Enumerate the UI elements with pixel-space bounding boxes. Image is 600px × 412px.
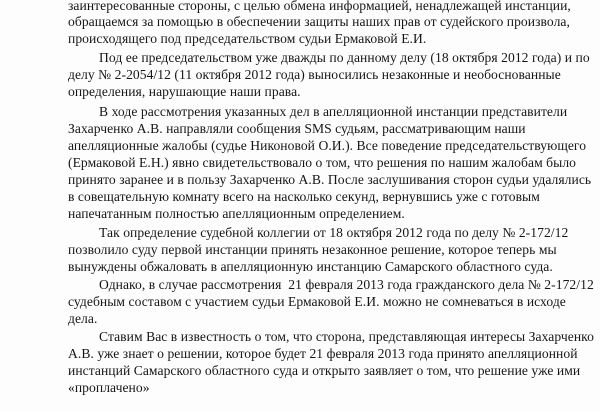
text-line-5: делу № 2-2054/12 (11 октября 2012 года) выносились незаконные и необоснованные bbox=[68, 67, 561, 82]
text-line-3: происходящего под председательством судьи Ермаковой Е.И. bbox=[68, 31, 427, 46]
text-line-2: обращаемся за помощью в обеспечении защиты наших прав от судейского произвола, bbox=[68, 14, 570, 29]
text-line-9: апелляционные жалобы (судье Никоновой О.И.). Все поведение председательствующего bbox=[68, 138, 587, 153]
text-line-10: (Ермаковой Е.Н.) явно свидетельствовало о том, что решения по нашим жалобам было bbox=[68, 155, 577, 170]
text-line-7: В ходе рассмотрения указанных дел в апелляционной инстанции представители bbox=[99, 104, 568, 119]
text-line-13: напечатанным полностью апелляционным определением. bbox=[68, 206, 405, 221]
text-line-12: в совещательную комнату всего на насколько секунд, вернувшись уже с готовым bbox=[68, 189, 540, 204]
text-line-8: Захарченко А.В. направляли сообщения SMS судьям, рассматривающим наши bbox=[68, 121, 526, 136]
text-line-20: Ставим Вас в известность о том, что сторона, представляющая интересы Захарченко bbox=[99, 329, 594, 344]
text-line-18: судебным составом с участием судьи Ермаковой Е.И. можно не сомневаться в исходе bbox=[68, 294, 566, 309]
text-line-22: инстанций Самарского областного суда и открыто заявляет о том, что решение уже ими bbox=[68, 363, 581, 378]
text-line-11: принято заранее и в пользу Захарченко А.В. После заслушивания сторон судьи удалялись bbox=[68, 172, 592, 187]
text-line-16: вынуждены обжаловать в апелляционную инстанцию Самарского областного суда. bbox=[68, 259, 553, 274]
text-line-19: дела. bbox=[68, 311, 98, 326]
text-line-23: «проплачено» bbox=[68, 380, 150, 395]
text-line-4: Под ее председательством уже дважды по данному делу (18 октября 2012 года) и по bbox=[99, 50, 590, 65]
text-line-6: определения, нарушающие наши права. bbox=[68, 84, 301, 99]
text-line-21: А.В. уже знает о решении, которое будет 21 февраля 2013 года принято апелляционной bbox=[68, 346, 578, 361]
text-line-17: Однако, в случае рассмотрения 21 февраля 2013 года гражданского дела № 2-172/12 bbox=[99, 277, 594, 292]
text-line-15: позволило суду первой инстанции принять незаконное решение, которое теперь мы bbox=[68, 242, 557, 257]
text-line-14: Так определение судебной коллегии от 18 октября 2012 года по делу № 2-172/12 bbox=[99, 225, 569, 240]
text-line-1: заинтересованные стороны, с целью обмена информацией, ненадлежащей инстанции, bbox=[68, 0, 571, 13]
